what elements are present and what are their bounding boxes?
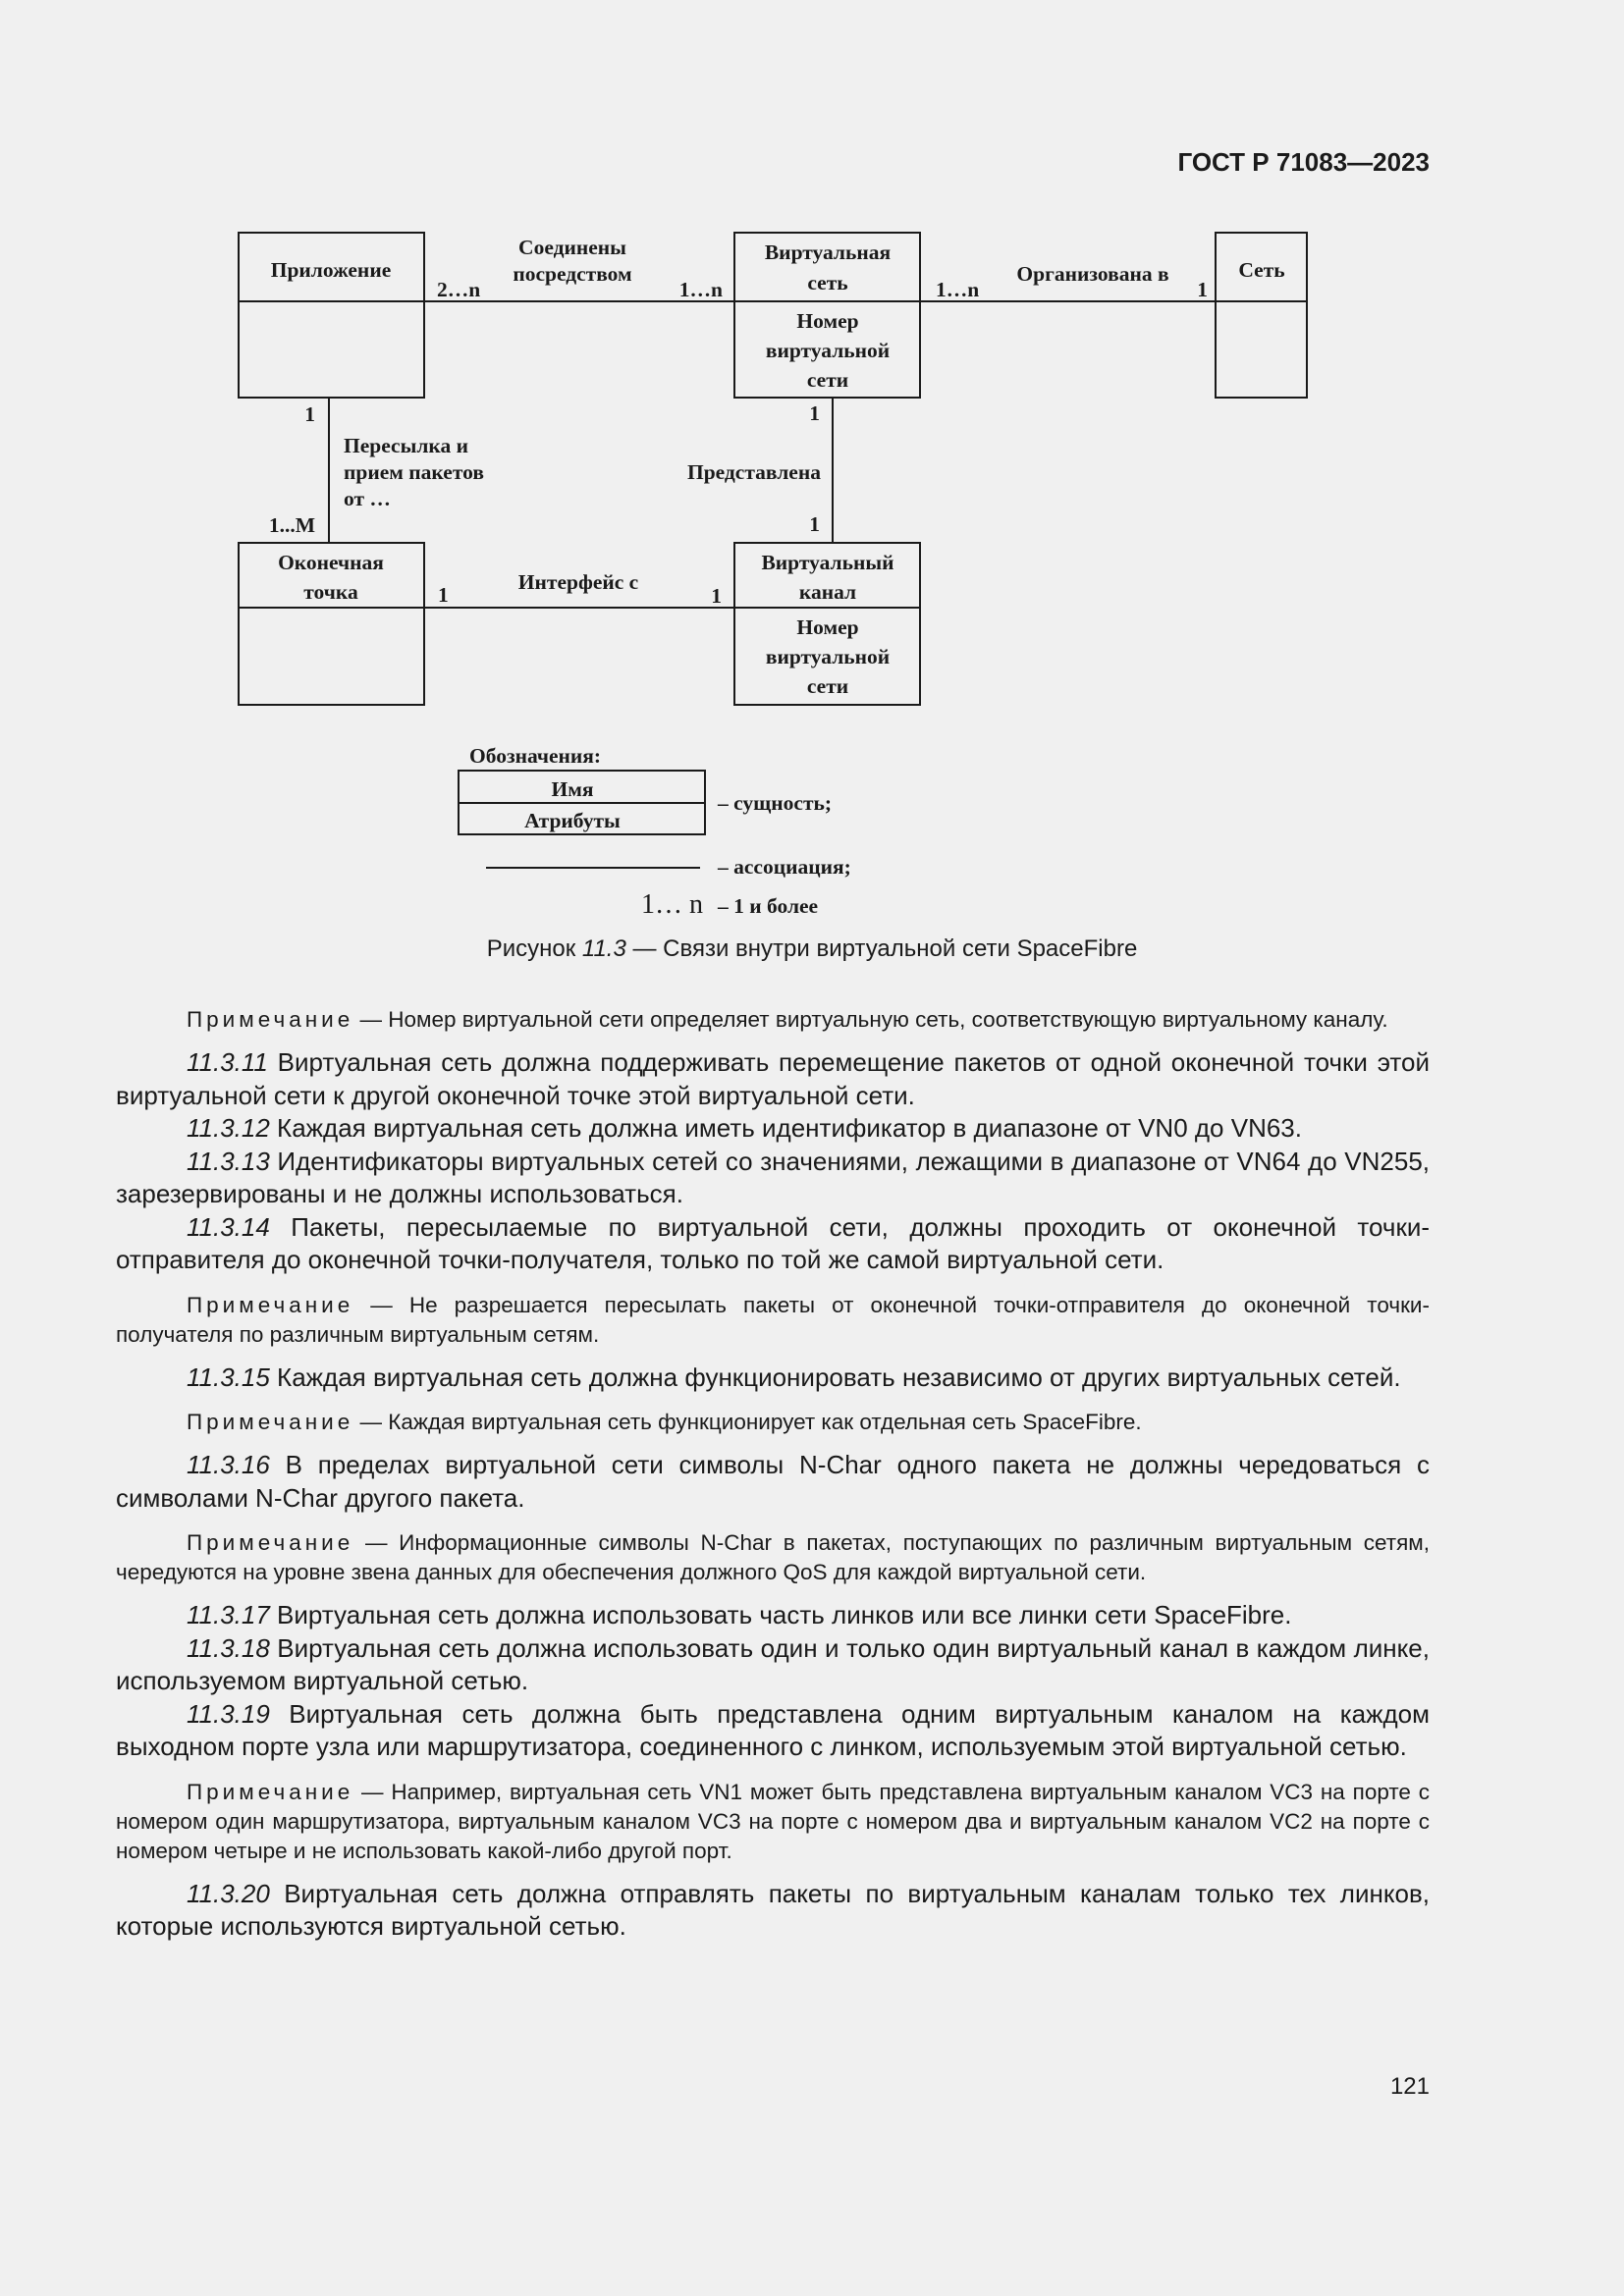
svg-text:виртуальной: виртуальной: [765, 339, 891, 362]
entity-application: [239, 233, 424, 398]
clause-11-3-13: 11.3.13 Идентификаторы виртуальных сетей со значениями, лежащими в диапазоне от VN64 до VN255, зарезервированы и не должны использоваться.: [116, 1146, 1430, 1208]
svg-text:Номер: Номер: [796, 615, 859, 639]
svg-text:Номер: Номер: [796, 309, 859, 333]
svg-text:Представлена: Представлена: [686, 460, 821, 484]
relationship-diagram: [0, 0, 1624, 933]
svg-text:Интерфейс с: Интерфейс с: [517, 570, 639, 594]
svg-text:1: 1: [438, 583, 449, 607]
clause-11-3-14: 11.3.14 Пакеты, пересылаемые по виртуальной сети, должны проходить от оконечной точки-отправителя до оконечной точки-получателя, только по той же самой виртуальной сети.: [116, 1211, 1430, 1274]
svg-text:Организована в: Организована в: [1016, 262, 1169, 286]
svg-text:1: 1: [304, 402, 315, 426]
document-body: [116, 991, 1430, 1944]
entity-endpoint: [239, 543, 424, 705]
association-forwarding: [269, 398, 484, 543]
clause-11-3-18: 11.3.18 Виртуальная сеть должна использовать один и только один виртуальный канал в каждом линке, используемом виртуальной сетью.: [116, 1632, 1430, 1695]
svg-text:Атрибуты: Атрибуты: [524, 809, 621, 832]
svg-text:Виртуальный: Виртуальный: [761, 551, 894, 574]
svg-text:точка: точка: [303, 580, 358, 604]
svg-text:Пересылка и: Пересылка и: [344, 434, 468, 457]
svg-text:Виртуальная: Виртуальная: [764, 240, 892, 264]
association-organized: [920, 262, 1216, 301]
association-represented: [687, 398, 833, 543]
note-paragraph: Примечание — Не разрешается пересылать пакеты от оконечной точки-отправителя до оконечной точки-получателя по различным виртуальным сетям.: [116, 1292, 1430, 1347]
svg-text:Соединены: Соединены: [518, 236, 626, 259]
svg-text:1… n: 1… n: [641, 889, 703, 920]
note-paragraph: Примечание — Информационные символы N-Char в пакетах, поступающих по различным виртуальным сетям, чередуются на уровне звена данных для обеспечения должного QoS для каждой виртуальной сети.: [116, 1530, 1430, 1584]
clause-11-3-19: 11.3.19 Виртуальная сеть должна быть представлена одним виртуальным каналом на каждом выходном порте узла или маршрутизатора, соединенного с линком, используемым этой виртуальной сетью.: [116, 1698, 1430, 1761]
clause-11-3-16: 11.3.16 В пределах виртуальной сети символы N-Char одного пакета не должны чередоваться с символами N-Char другого пакета.: [116, 1450, 1430, 1513]
svg-text:1...M: 1...M: [268, 513, 315, 537]
svg-text:сеть: сеть: [807, 271, 848, 294]
svg-text:1…n: 1…n: [678, 278, 723, 301]
svg-text:1: 1: [1197, 278, 1208, 301]
entity-network: [1216, 233, 1307, 398]
note-paragraph: Примечание — Номер виртуальной сети определяет виртуальную сеть, соответствующую виртуальному каналу.: [187, 1007, 1388, 1032]
association-connected: [424, 236, 734, 301]
note-paragraph: Примечание — Например, виртуальная сеть VN1 может быть представлена виртуальным каналом VC3 на порте с номером один маршрутизатора, виртуальным каналом VC3 на порте с номером два и виртуальным каналом VC2 на порте с номером четыре и не использовать какой-либо другой порт.: [116, 1779, 1430, 1863]
entity-virtual-network: [734, 233, 920, 398]
svg-text:сети: сети: [806, 674, 849, 698]
svg-text:1…n: 1…n: [936, 278, 980, 301]
page-number: 121: [1389, 2073, 1430, 2100]
svg-text:– сущность;: – сущность;: [718, 791, 833, 815]
svg-text:прием пакетов: прием пакетов: [344, 460, 484, 484]
svg-text:1: 1: [809, 512, 820, 536]
svg-text:Сеть: Сеть: [1238, 258, 1285, 282]
diagram-legend: [459, 744, 851, 920]
svg-text:виртуальной: виртуальной: [765, 645, 891, 668]
clause-11-3-20: 11.3.20 Виртуальная сеть должна отправлять пакеты по виртуальным каналам только тех линков, которые используются виртуальной сетью.: [116, 1878, 1430, 1941]
svg-text:1: 1: [711, 584, 722, 608]
svg-text:Обозначения:: Обозначения:: [469, 744, 602, 768]
clause-11-3-17: 11.3.17 Виртуальная сеть должна использовать часть линков или все линки сети SpaceFibre.: [187, 1600, 1292, 1629]
svg-text:1: 1: [809, 401, 820, 425]
document-header: ГОСТ Р 71083—2023: [1177, 147, 1430, 177]
svg-text:– 1 и более: – 1 и более: [718, 894, 819, 918]
entity-virtual-channel: [734, 543, 920, 705]
clause-11-3-12: 11.3.12 Каждая виртуальная сеть должна иметь идентификатор в диапазоне от VN0 до VN63.: [187, 1113, 1302, 1143]
association-interface: [424, 570, 734, 608]
svg-text:от …: от …: [344, 487, 391, 510]
clause-11-3-11: 11.3.11 Виртуальная сеть должна поддерживать перемещение пакетов от одной оконечной точки этой виртуальной сети к другой оконечной точке этой виртуальной сети.: [116, 1047, 1430, 1110]
svg-text:посредством: посредством: [513, 262, 632, 286]
svg-text:сети: сети: [806, 368, 849, 392]
entity-application-name: Приложение: [270, 258, 392, 282]
svg-text:2…n: 2…n: [437, 278, 481, 301]
svg-text:Имя: Имя: [551, 777, 594, 801]
svg-text:канал: канал: [798, 580, 857, 604]
note-paragraph: Примечание — Каждая виртуальная сеть функционирует как отдельная сеть SpaceFibre.: [187, 1410, 1142, 1434]
svg-text:Оконечная: Оконечная: [278, 551, 384, 574]
svg-text:– ассоциация;: – ассоциация;: [718, 855, 851, 879]
figure-caption: Рисунок 11.3 — Связи внутри виртуальной сети SpaceFibre: [486, 935, 1138, 962]
clause-11-3-15: 11.3.15 Каждая виртуальная сеть должна функционировать независимо от других виртуальных сетей.: [187, 1362, 1401, 1392]
